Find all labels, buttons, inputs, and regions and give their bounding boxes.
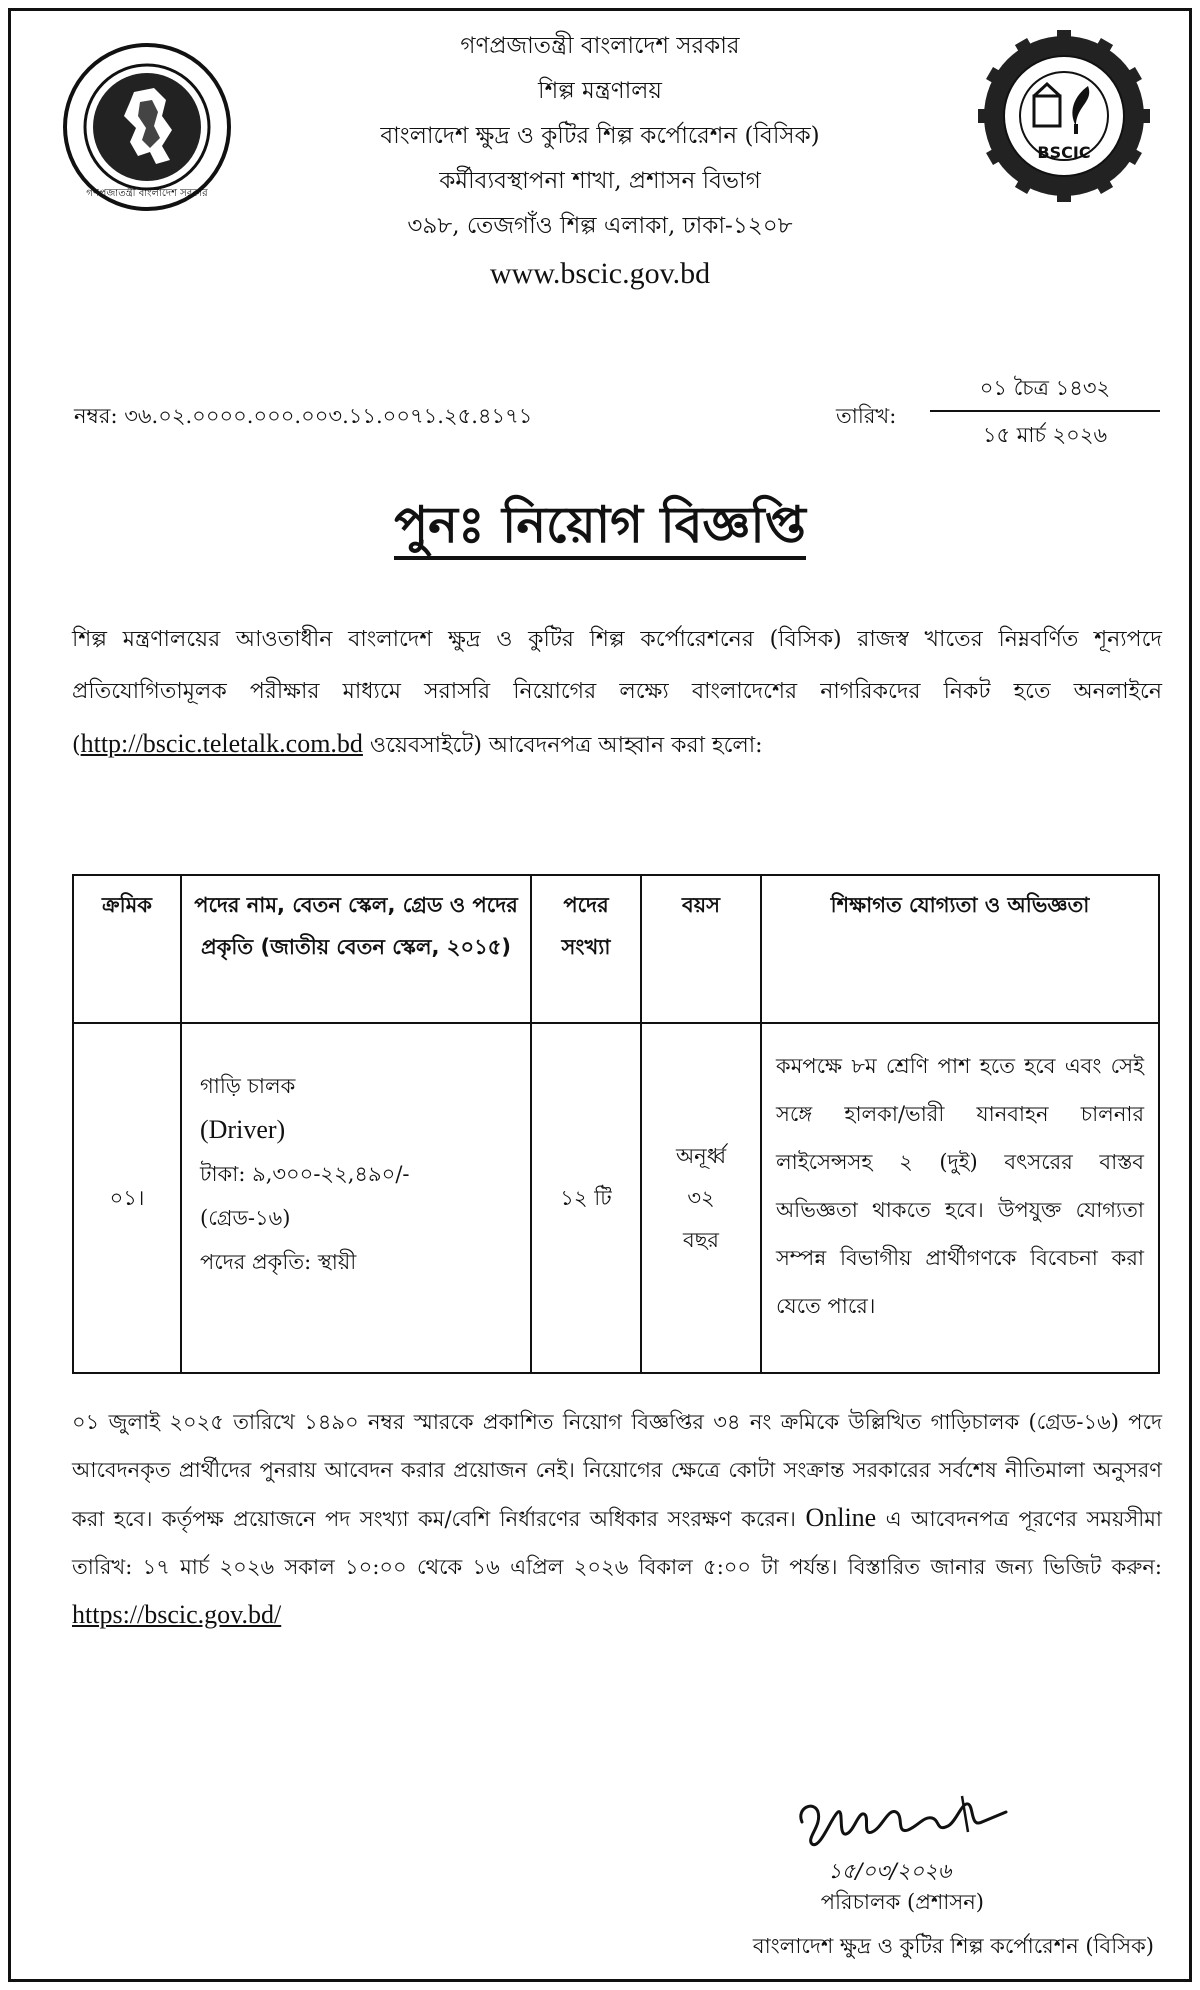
age-line-1: অনূর্ধ্ব [675, 1144, 727, 1168]
notes-text-part2: এ আবেদনপত্র পূরণের সময়সীমা তারিখ: ১৭ মার্চ ২০২৬ সকাল ১০:০০ থেকে ১৬ এপ্রিল ২০২৬ বিকাল ৫:০০ টা পর্যন্ত। বিস্তারিত জানার জন্য ভিজিট করুন: [72, 1507, 1163, 1579]
post-name: গাড়ি চালক [200, 1074, 296, 1098]
date-gregorian: ১৫ মার্চ ২০২৬ [982, 423, 1108, 447]
header-line-corporation: বাংলাদেশ ক্ষুদ্র ও কুটির শিল্প কর্পোরেশন (বিসিক) [380, 123, 820, 149]
post-grade: (গ্রেড-১৬) [200, 1206, 291, 1230]
header-line-address: ৩৯৮, তেজগাঁও শিল্প এলাকা, ঢাকা-১২০৮ [407, 213, 793, 239]
signatory-block [753, 1880, 1154, 1968]
cell-post [181, 1023, 531, 1373]
notes-paragraph [72, 1398, 1162, 1640]
notes-online-word: Online [805, 1503, 877, 1532]
header-age: বয়স [641, 875, 761, 1023]
memo-number: নম্বর: ৩৬.০২.০০০০.০০০.০০৩.১১.০০৭১.২৫.৪১৭১ [74, 404, 533, 428]
letterhead [250, 24, 950, 296]
date-label: তারিখ: [836, 404, 897, 428]
intro-text-before: শিল্প মন্ত্রণালয়ের আওতাধীন বাংলাদেশ ক্ষুদ্র ও কুটির শিল্প কর্পোরেশনের (বিসিক) রাজস্ব খাতের নিম্নবর্ণিত শূন্যপদে প্রতিযোগিতামূলক পরীক্ষার মাধ্যমে সরাসরি নিয়োগের লক্ষ্যে বাংলাদেশের নাগরিকদের নিকট হতে অনলাইনে ( [72, 627, 1162, 758]
bscic-website-link[interactable]: https://bscic.gov.bd/ [72, 1600, 282, 1629]
header-website-link[interactable]: www.bscic.gov.bd [489, 257, 711, 290]
age-line-3: বছর [683, 1228, 719, 1252]
bscic-logo-icon [978, 30, 1150, 202]
date-bangla: ০১ চৈত্র ১৪৩২ [979, 376, 1111, 400]
header-count: পদের সংখ্যা [531, 875, 641, 1023]
handwritten-signature [792, 1782, 1022, 1892]
table-row [73, 1023, 1159, 1373]
date-divider [930, 410, 1160, 412]
header-serial: ক্রমিক [73, 875, 181, 1023]
signatory-designation: পরিচালক (প্রশাসন) [820, 1890, 984, 1914]
notes-text-part1: ০১ জুলাই ২০২৫ তারিখে ১৪৯০ নম্বর স্মারকে প্রকাশিত নিয়োগ বিজ্ঞপ্তির ৩৪ নং ক্রমিকে উল্লিখিত গাড়িচালক (গ্রেড-১৬) পদে আবেদনকৃত প্রার্থীদের পুনরায় আবেদন করার প্রয়োজন নেই। নিয়োগের ক্ষেত্রে কোটা সংক্রান্ত সরকারের সর্বশেষ নীতিমালা অনুসরণ করা হবে। কর্তৃপক্ষ প্রয়োজনে পদ সংখ্যা কম/বেশি নির্ধারণের অধিকার সংরক্ষণ করেন। [72, 1410, 1162, 1531]
post-nature: পদের প্রকৃতি: স্থায়ী [200, 1250, 357, 1274]
cell-serial: ০১। [73, 1023, 181, 1373]
date-block [930, 370, 1160, 452]
age-line-2: ৩২ [687, 1186, 715, 1210]
intro-text-after: ওয়েবসাইটে) আবেদনপত্র আহ্বান করা হলো: [362, 733, 763, 758]
vacancy-table [72, 874, 1160, 1374]
teletalk-link[interactable]: http://bscic.teletalk.com.bd [80, 729, 363, 758]
signature-date: ১৫/০৩/২০২৬ [828, 1859, 952, 1883]
cell-education: কমপক্ষে ৮ম শ্রেণি পাশ হতে হবে এবং সেই সঙ্গে হালকা/ভারী যানবাহন চালনার লাইসেন্সসহ ২ (দুই) বৎসরের বাস্তব অভিজ্ঞতা থাকতে হবে। উপযুক্ত যোগ্যতা সম্পন্ন বিভাগীয় প্রার্থীগণকে বিবেচনা করা যেতে পারে। [761, 1023, 1159, 1373]
header-education: শিক্ষাগত যোগ্যতা ও অভিজ্ঞতা [761, 875, 1159, 1023]
header-line-ministry: শিল্প মন্ত্রণালয় [538, 78, 662, 104]
header-post: পদের নাম, বেতন স্কেল, গ্রেড ও পদের প্রকৃতি (জাতীয় বেতন স্কেল, ২০১৫) [181, 875, 531, 1023]
cell-count: ১২ টি [531, 1023, 641, 1373]
bscic-logo-text: BSCIC [1037, 143, 1091, 162]
government-seal-icon [62, 42, 232, 212]
notice-title [0, 488, 1200, 571]
cell-age [641, 1023, 761, 1373]
seal-text: গণপ্রজাতন্ত্রী বাংলাদেশ সরকার [86, 188, 208, 199]
signatory-organization: বাংলাদেশ ক্ষুদ্র ও কুটির শিল্প কর্পোরেশন (বিসিক) [752, 1934, 1154, 1958]
table-header-row [73, 875, 1159, 1023]
intro-paragraph [72, 614, 1162, 772]
notice-title-text: পুনঃ নিয়োগ বিজ্ঞপ্তি [394, 496, 806, 560]
post-name-english: (Driver) [200, 1115, 286, 1144]
header-line-section: কর্মীব্যবস্থাপনা শাখা, প্রশাসন বিভাগ [439, 168, 761, 194]
post-salary: টাকা: ৯,৩০০-২২,৪৯০/- [200, 1162, 410, 1186]
header-line-government: গণপ্রজাতন্ত্রী বাংলাদেশ সরকার [460, 33, 740, 59]
